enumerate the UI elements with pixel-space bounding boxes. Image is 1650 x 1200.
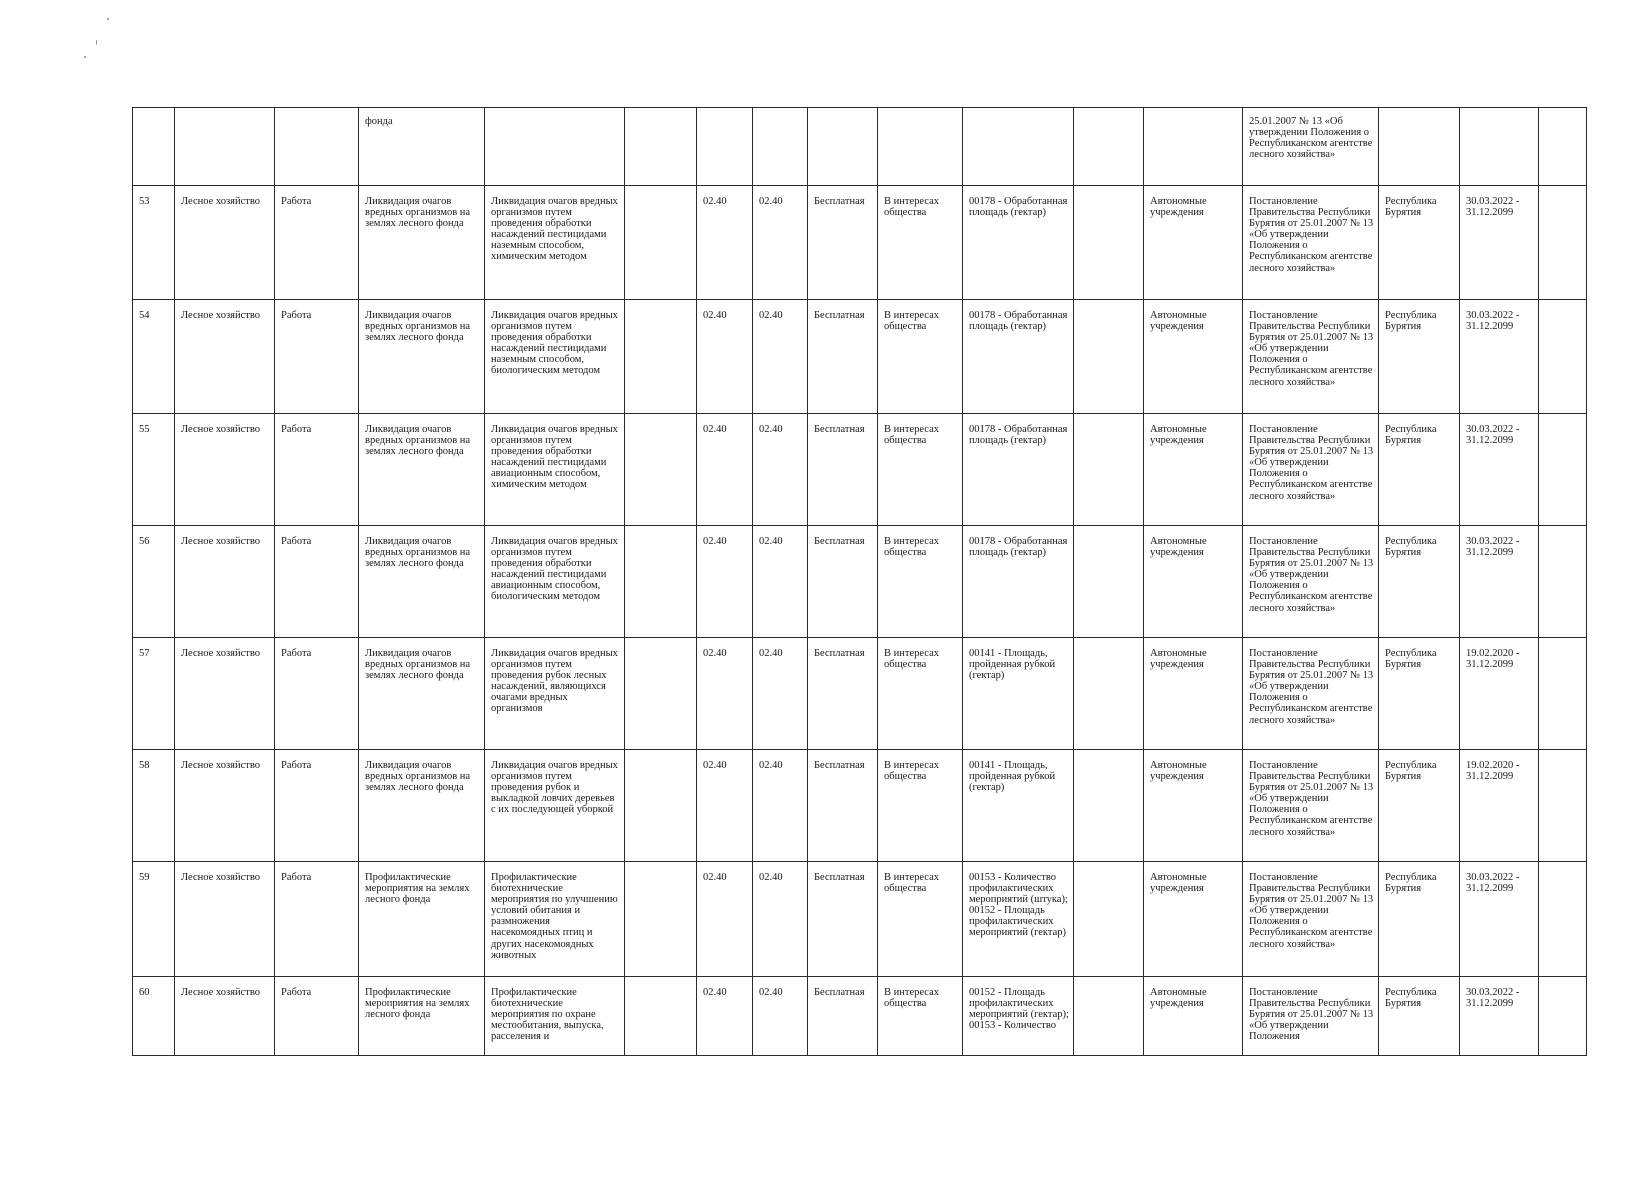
table-row	[133, 300, 1587, 414]
cell-region: Республика Бурятия	[1379, 977, 1460, 1056]
cell-service-name: Профилактические мероприятия на землях лесного фонда	[359, 977, 485, 1056]
cell-region: Республика Бурятия	[1379, 750, 1460, 862]
cell-code1: 02.40	[697, 862, 753, 977]
table-row	[133, 977, 1587, 1056]
cell-unit	[963, 108, 1074, 186]
cell-empty1	[625, 862, 697, 977]
cell-branch	[175, 108, 275, 186]
cell-code1: 02.40	[697, 638, 753, 750]
cell-empty3	[1539, 526, 1587, 638]
cell-legal-basis: Постановление Правительства Республики Бурятия от 25.01.2007 № 13 «Об утверждении Положения	[1243, 977, 1379, 1056]
cell-empty3	[1539, 186, 1587, 300]
cell-empty3	[1539, 977, 1587, 1056]
cell-region: Республика Бурятия	[1379, 638, 1460, 750]
cell-number: 54	[133, 300, 175, 414]
table-body	[133, 108, 1587, 1056]
cell-empty1	[625, 108, 697, 186]
cell-region: Республика Бурятия	[1379, 186, 1460, 300]
cell-legal-basis: Постановление Правительства Республики Бурятия от 25.01.2007 № 13 «Об утверждении Положения о Республиканском агентстве лесного хозяйства»	[1243, 186, 1379, 300]
cell-service-name: Ликвидация очагов вредных организмов на землях лесного фонда	[359, 526, 485, 638]
cell-service-name: фонда	[359, 108, 485, 186]
cell-institution-type: Автономные учреждения	[1144, 414, 1243, 526]
cell-empty3	[1539, 862, 1587, 977]
cell-content: Профилактические биотехнические мероприятия по охране местообитания, выпуска, расселения и	[485, 977, 625, 1056]
cell-content: Ликвидация очагов вредных организмов путем проведения рубок и выкладкой ловчих деревьев с их последующей уборкой	[485, 750, 625, 862]
cell-institution-type: Автономные учреждения	[1144, 977, 1243, 1056]
cell-service-name: Ликвидация очагов вредных организмов на землях лесного фонда	[359, 638, 485, 750]
cell-code1: 02.40	[697, 300, 753, 414]
cell-period: 30.03.2022 - 31.12.2099	[1460, 977, 1539, 1056]
cell-code2: 02.40	[753, 977, 808, 1056]
cell-unit: 00141 - Площадь, пройденная рубкой (гектар)	[963, 750, 1074, 862]
cell-empty1	[625, 750, 697, 862]
cell-consumer: В интересах общества	[878, 750, 963, 862]
cell-consumer	[878, 108, 963, 186]
cell-unit: 00178 - Обработанная площадь (гектар)	[963, 526, 1074, 638]
cell-period	[1460, 108, 1539, 186]
table-row	[133, 108, 1587, 186]
cell-content: Ликвидация очагов вредных организмов путем проведения рубок лесных насаждений, являющихся очагами вредных организмов	[485, 638, 625, 750]
cell-unit: 00153 - Количество профилактических мероприятий (штука); 00152 - Площадь профилактических мероприятий (гектар)	[963, 862, 1074, 977]
cell-type: Работа	[275, 300, 359, 414]
cell-content: Профилактические биотехнические мероприятия по улучшению условий обитания и размножения насекомоядных птиц и других насекомоядных животных	[485, 862, 625, 977]
cell-branch: Лесное хозяйство	[175, 300, 275, 414]
cell-code2: 02.40	[753, 638, 808, 750]
cell-number	[133, 108, 175, 186]
cell-empty1	[625, 186, 697, 300]
cell-empty1	[625, 414, 697, 526]
cell-payment: Бесплатная	[808, 750, 878, 862]
cell-number: 53	[133, 186, 175, 300]
cell-content: Ликвидация очагов вредных организмов путем проведения обработки насаждений пестицидами наземным способом, химическим методом	[485, 186, 625, 300]
cell-code1: 02.40	[697, 750, 753, 862]
cell-type: Работа	[275, 977, 359, 1056]
cell-code2: 02.40	[753, 414, 808, 526]
cell-region: Республика Бурятия	[1379, 414, 1460, 526]
scan-speck	[84, 56, 86, 58]
cell-code2: 02.40	[753, 526, 808, 638]
cell-region	[1379, 108, 1460, 186]
cell-legal-basis: Постановление Правительства Республики Бурятия от 25.01.2007 № 13 «Об утверждении Положения о Республиканском агентстве лесного хозяйства»	[1243, 750, 1379, 862]
cell-empty2	[1074, 862, 1144, 977]
cell-payment: Бесплатная	[808, 977, 878, 1056]
table-row	[133, 186, 1587, 300]
cell-code1: 02.40	[697, 526, 753, 638]
cell-code1: 02.40	[697, 186, 753, 300]
cell-consumer: В интересах общества	[878, 414, 963, 526]
cell-payment: Бесплатная	[808, 300, 878, 414]
cell-payment: Бесплатная	[808, 638, 878, 750]
cell-payment: Бесплатная	[808, 862, 878, 977]
cell-empty3	[1539, 750, 1587, 862]
cell-number: 59	[133, 862, 175, 977]
table-row	[133, 862, 1587, 977]
cell-empty2	[1074, 638, 1144, 750]
cell-empty3	[1539, 414, 1587, 526]
cell-branch: Лесное хозяйство	[175, 977, 275, 1056]
cell-consumer: В интересах общества	[878, 977, 963, 1056]
cell-service-name: Профилактические мероприятия на землях лесного фонда	[359, 862, 485, 977]
cell-unit: 00178 - Обработанная площадь (гектар)	[963, 414, 1074, 526]
cell-branch: Лесное хозяйство	[175, 638, 275, 750]
cell-institution-type: Автономные учреждения	[1144, 300, 1243, 414]
cell-payment: Бесплатная	[808, 414, 878, 526]
scan-speck	[96, 40, 97, 45]
cell-code1: 02.40	[697, 414, 753, 526]
cell-consumer: В интересах общества	[878, 638, 963, 750]
cell-consumer: В интересах общества	[878, 862, 963, 977]
cell-unit: 00141 - Площадь, пройденная рубкой (гектар)	[963, 638, 1074, 750]
table-row	[133, 750, 1587, 862]
cell-type: Работа	[275, 526, 359, 638]
cell-code1	[697, 108, 753, 186]
cell-service-name: Ликвидация очагов вредных организмов на землях лесного фонда	[359, 186, 485, 300]
cell-service-name: Ликвидация очагов вредных организмов на землях лесного фонда	[359, 300, 485, 414]
scan-speck	[107, 18, 109, 20]
cell-institution-type: Автономные учреждения	[1144, 526, 1243, 638]
cell-branch: Лесное хозяйство	[175, 862, 275, 977]
cell-consumer: В интересах общества	[878, 300, 963, 414]
cell-empty2	[1074, 750, 1144, 862]
table-row	[133, 526, 1587, 638]
cell-number: 57	[133, 638, 175, 750]
cell-type: Работа	[275, 750, 359, 862]
cell-consumer: В интересах общества	[878, 526, 963, 638]
cell-legal-basis: Постановление Правительства Республики Бурятия от 25.01.2007 № 13 «Об утверждении Положения о Республиканском агентстве лесного хозяйства»	[1243, 638, 1379, 750]
cell-legal-basis: Постановление Правительства Республики Бурятия от 25.01.2007 № 13 «Об утверждении Положения о Республиканском агентстве лесного хозяйства»	[1243, 414, 1379, 526]
cell-legal-basis: Постановление Правительства Республики Бурятия от 25.01.2007 № 13 «Об утверждении Положения о Республиканском агентстве лесного хозяйства»	[1243, 862, 1379, 977]
cell-region: Республика Бурятия	[1379, 526, 1460, 638]
cell-institution-type: Автономные учреждения	[1144, 186, 1243, 300]
cell-code2: 02.40	[753, 750, 808, 862]
cell-payment: Бесплатная	[808, 186, 878, 300]
cell-period: 30.03.2022 - 31.12.2099	[1460, 526, 1539, 638]
cell-institution-type: Автономные учреждения	[1144, 750, 1243, 862]
cell-unit: 00178 - Обработанная площадь (гектар)	[963, 300, 1074, 414]
cell-empty2	[1074, 414, 1144, 526]
cell-branch: Лесное хозяйство	[175, 414, 275, 526]
cell-institution-type: Автономные учреждения	[1144, 638, 1243, 750]
table-row	[133, 638, 1587, 750]
cell-empty3	[1539, 108, 1587, 186]
cell-period: 19.02.2020 - 31.12.2099	[1460, 638, 1539, 750]
cell-empty1	[625, 300, 697, 414]
cell-period: 19.02.2020 - 31.12.2099	[1460, 750, 1539, 862]
cell-empty2	[1074, 300, 1144, 414]
cell-code2: 02.40	[753, 300, 808, 414]
cell-empty2	[1074, 108, 1144, 186]
cell-type	[275, 108, 359, 186]
cell-institution-type	[1144, 108, 1243, 186]
cell-type: Работа	[275, 862, 359, 977]
cell-payment	[808, 108, 878, 186]
cell-empty3	[1539, 300, 1587, 414]
cell-empty1	[625, 977, 697, 1056]
cell-content: Ликвидация очагов вредных организмов путем проведения обработки насаждений пестицидами авиационным способом, химическим методом	[485, 414, 625, 526]
cell-code2: 02.40	[753, 862, 808, 977]
cell-empty3	[1539, 638, 1587, 750]
cell-unit: 00152 - Площадь профилактических мероприятий (гектар); 00153 - Количество	[963, 977, 1074, 1056]
cell-type: Работа	[275, 414, 359, 526]
cell-service-name: Ликвидация очагов вредных организмов на землях лесного фонда	[359, 750, 485, 862]
cell-unit: 00178 - Обработанная площадь (гектар)	[963, 186, 1074, 300]
cell-number: 58	[133, 750, 175, 862]
cell-content: Ликвидация очагов вредных организмов путем проведения обработки насаждений пестицидами наземным способом, биологическим методом	[485, 300, 625, 414]
cell-legal-basis: Постановление Правительства Республики Бурятия от 25.01.2007 № 13 «Об утверждении Положения о Республиканском агентстве лесного хозяйства»	[1243, 300, 1379, 414]
cell-code2	[753, 108, 808, 186]
table-row	[133, 414, 1587, 526]
cell-service-name: Ликвидация очагов вредных организмов на землях лесного фонда	[359, 414, 485, 526]
cell-empty2	[1074, 526, 1144, 638]
cell-branch: Лесное хозяйство	[175, 750, 275, 862]
cell-payment: Бесплатная	[808, 526, 878, 638]
cell-period: 30.03.2022 - 31.12.2099	[1460, 186, 1539, 300]
cell-number: 55	[133, 414, 175, 526]
services-registry-table	[132, 107, 1587, 1056]
cell-region: Республика Бурятия	[1379, 300, 1460, 414]
cell-code1: 02.40	[697, 977, 753, 1056]
cell-number: 56	[133, 526, 175, 638]
cell-empty1	[625, 526, 697, 638]
cell-number: 60	[133, 977, 175, 1056]
cell-consumer: В интересах общества	[878, 186, 963, 300]
cell-region: Республика Бурятия	[1379, 862, 1460, 977]
cell-type: Работа	[275, 186, 359, 300]
cell-content: Ликвидация очагов вредных организмов путем проведения обработки насаждений пестицидами авиационным способом, биологическим методом	[485, 526, 625, 638]
cell-period: 30.03.2022 - 31.12.2099	[1460, 862, 1539, 977]
cell-period: 30.03.2022 - 31.12.2099	[1460, 300, 1539, 414]
cell-period: 30.03.2022 - 31.12.2099	[1460, 414, 1539, 526]
cell-empty1	[625, 638, 697, 750]
cell-empty2	[1074, 977, 1144, 1056]
cell-institution-type: Автономные учреждения	[1144, 862, 1243, 977]
cell-empty2	[1074, 186, 1144, 300]
cell-code2: 02.40	[753, 186, 808, 300]
cell-branch: Лесное хозяйство	[175, 186, 275, 300]
cell-legal-basis: Постановление Правительства Республики Бурятия от 25.01.2007 № 13 «Об утверждении Положения о Республиканском агентстве лесного хозяйства»	[1243, 526, 1379, 638]
cell-type: Работа	[275, 638, 359, 750]
cell-branch: Лесное хозяйство	[175, 526, 275, 638]
cell-content	[485, 108, 625, 186]
cell-legal-basis: 25.01.2007 № 13 «Об утверждении Положения о Республиканском агентстве лесного хозяйства»	[1243, 108, 1379, 186]
